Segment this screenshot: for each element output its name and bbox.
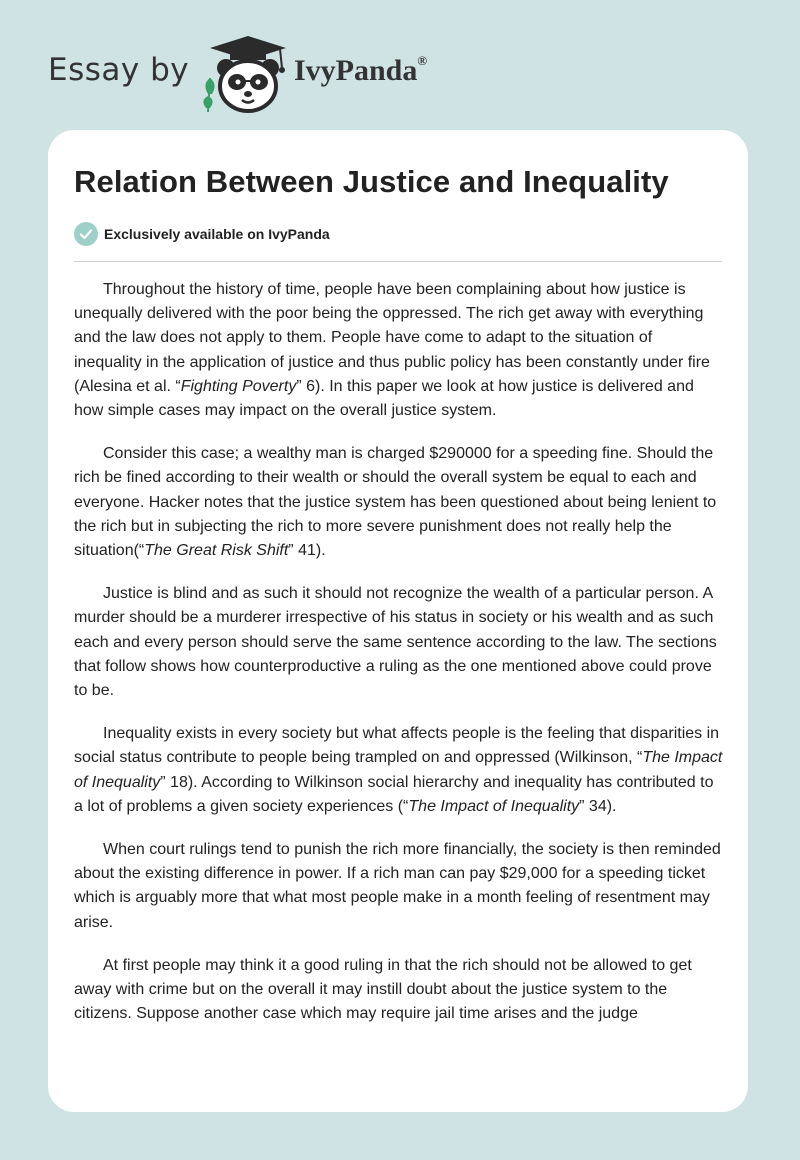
paragraph-text: ” 41). [288, 542, 326, 560]
paragraph-text: ” 34). [579, 797, 617, 815]
registered-mark: ® [417, 53, 428, 68]
essay-body [74, 278, 724, 1045]
paragraph [74, 954, 724, 1027]
paragraph [74, 278, 724, 423]
paragraph-text: ” 18). According to Wilkinson social hierarchy and inequality has contributed to a lot of problems a given society experiences (“ [74, 773, 714, 815]
title-divider [74, 261, 722, 262]
check-icon [74, 222, 98, 246]
paragraph-text: Throughout the history of time, people have been complaining about how justice is unequally delivered with the poor being the oppressed. The rich get away with everything and the law does not apply to them. People have come to adapt to the situation of inequality in the application of justice and thus public policy has been constantly under fire (Alesina et al. “ [74, 281, 710, 395]
panda-graduate-icon[interactable] [200, 34, 296, 114]
exclusive-label: Exclusively available on IvyPanda [104, 226, 330, 242]
paragraph [74, 442, 724, 563]
essay-by-label: Essay by [48, 52, 190, 88]
paragraph [74, 722, 724, 819]
paragraph [74, 582, 724, 703]
cited-work: Fighting Poverty [180, 377, 297, 395]
paragraph-text: Justice is blind and as such it should not recognize the wealth of a particular person. A murder should be a murderer irrespective of his status in society or his wealth and as such each and every person should serve the same sentence according to the law. The sections that follow shows how counterproductive a ruling as the one mentioned above could prove to be. [74, 585, 717, 700]
paragraph [74, 838, 724, 935]
brand-name-text: IvyPanda [294, 54, 418, 87]
cited-work: The Great Risk Shift [144, 542, 289, 560]
paragraph-text: Consider this case; a wealthy man is charged $290000 for a speeding fine. Should the rich be fined according to their wealth or should the overall system be equal to each and everyone. Hacker notes that the justice system has been questioned about being lenient to the rich but in subjecting the rich to more severe punishment does not really help the situation(“ [74, 445, 717, 560]
paragraph-text: When court rulings tend to punish the rich more financially, the society is then reminded about the existing difference in power. If a rich man can pay $29,000 for a speeding ticket which is arguably more that what most people make in a month feeling of resentment may arise. [74, 841, 721, 931]
exclusive-badge [74, 222, 330, 246]
essay-title: Relation Between Justice and Inequality [74, 164, 669, 199]
paragraph-text: ” 6). In this paper we look at how justice is delivered and how simple cases may impact on the overall justice system. [74, 377, 694, 420]
paragraph-text: At first people may think it a good ruling in that the rich should not be allowed to get away with crime but on the overall it may instill doubt about the justice system to the citizens. Suppose another case which may require jail time arises and the judge [74, 956, 692, 1023]
brand-name[interactable] [294, 54, 427, 88]
cited-work: The Impact of Inequality [74, 749, 723, 791]
cited-work: The Impact of Inequality [408, 797, 580, 815]
brand-header [48, 32, 508, 112]
essay-card [48, 130, 748, 1112]
paragraph-text: Inequality exists in every society but what affects people is the feeling that disparities in social status contribute to people being trampled on and oppressed (Wilkinson, “ [74, 725, 720, 767]
